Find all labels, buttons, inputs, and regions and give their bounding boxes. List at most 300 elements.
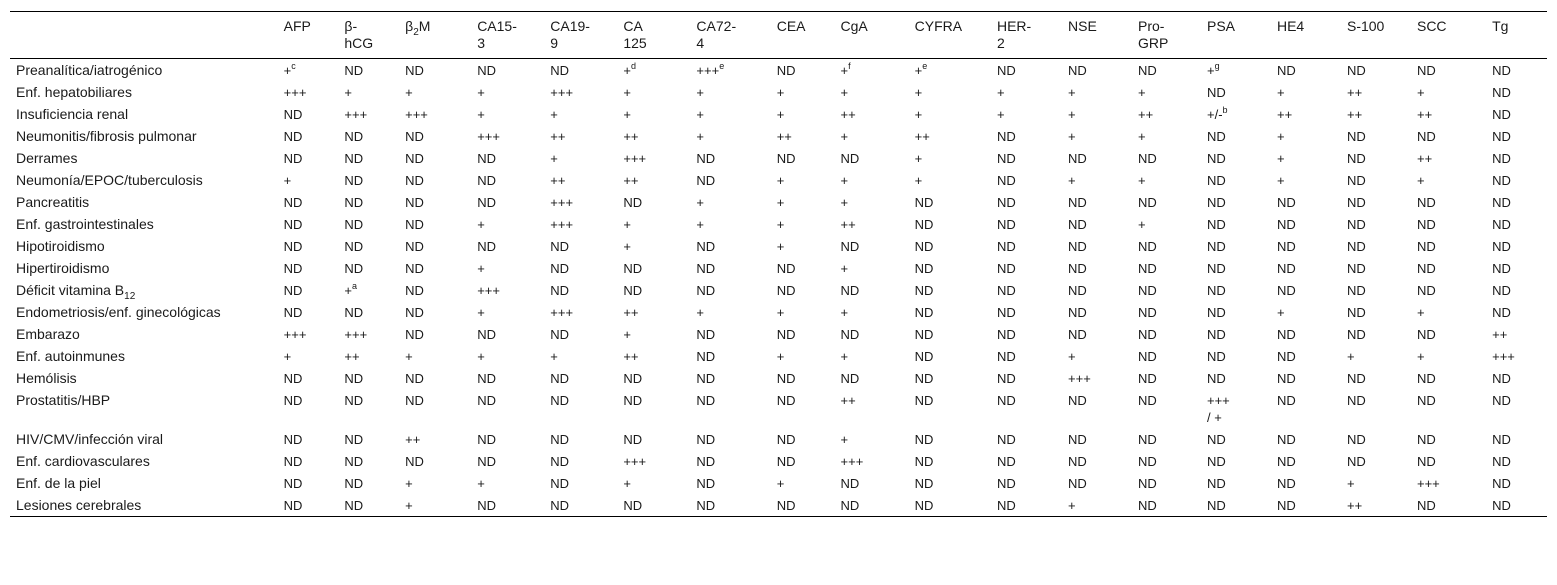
table-cell: ND [283,393,303,408]
table-cell: +++ [1492,349,1515,364]
row-label-text: Déficit vitamina B [16,282,125,298]
table-cell: ND [283,217,303,232]
table-cell: + [1068,85,1076,100]
row-label [10,472,278,494]
cell-value: + [1206,63,1215,78]
row-label-subscript: 12 [124,291,136,302]
row-label-text: Endometriosis/enf. ginecológicas [16,304,221,320]
table-cell: + [776,107,785,122]
table-cell: ND [1346,371,1366,386]
table-cell: ND [1206,283,1226,298]
table-cell: + [914,85,923,100]
table-cell: ND [1492,371,1511,386]
header-cell [1486,12,1547,59]
table-cell: ND [840,283,860,298]
table-cell: ND [996,498,1016,513]
table-cell: ND [696,283,716,298]
table-cell: ND [283,454,303,469]
table-cell: ND [1346,432,1366,447]
table-cell: ND [1416,327,1436,342]
table-cell: ND [405,173,424,188]
table-cell: + [1276,173,1285,188]
table-cell: ND [1206,129,1226,144]
table-cell: ND [550,283,570,298]
table-cell: ++ [623,129,639,144]
table-cell: ND [996,327,1016,342]
table-cell: ND [1138,327,1157,342]
table-cell: ND [914,261,934,276]
table-cell: ND [996,283,1016,298]
table-cell: +++ [283,327,307,342]
table-row [10,213,1547,235]
table-cell: + [1068,349,1076,364]
table-cell: + [550,107,558,122]
table-cell: ND [1492,432,1511,447]
table-cell: ND [1138,454,1157,469]
table-cell: ND [1276,498,1296,513]
header-text: S-100 [1346,18,1385,34]
table-cell: ND [477,239,496,254]
table-cell: ND [996,217,1016,232]
table-cell: ND [776,498,796,513]
table-cell: ND [550,239,570,254]
table-cell: ND [914,393,934,408]
header-cell-empty [10,12,278,59]
table-cell: ND [1138,151,1157,166]
table-cell: ND [1206,305,1226,320]
header-subscript: 2 [413,27,419,38]
table-cell: ND [914,454,934,469]
header-text: CA [623,18,643,34]
table-cell: ++ [776,129,792,144]
table-row [10,301,1547,323]
table-cell: ND [623,371,643,386]
table-cell: + [1346,349,1355,364]
table-cell: ND [405,393,424,408]
cell-value: + [283,63,292,78]
table-cell: ND [623,498,643,513]
table-cell: + [914,107,923,122]
table-cell: ++ [550,129,566,144]
table-cell: + [405,498,413,513]
table-cell: ND [283,195,303,210]
table-row [10,235,1547,257]
row-label-text: Enf. gastrointestinales [16,216,154,232]
table-cell: ND [1492,173,1511,188]
table-cell: ND [996,63,1016,78]
table-container [10,11,1547,517]
table-cell: ND [840,327,860,342]
table-cell: ND [1416,217,1436,232]
table-cell: + [776,85,785,100]
row-label [10,301,278,323]
row-label [10,169,278,191]
header-cell [278,12,339,59]
row-label [10,213,278,235]
table-cell: ND [1492,63,1511,78]
row-label-text: Prostatitis/HBP [16,392,111,408]
table-cell: ND [1276,63,1296,78]
row-label-text: Enf. cardiovasculares [16,453,150,469]
cell-footnote: a [351,281,357,291]
row-label-text: Pancreatitis [16,194,90,210]
table-cell: ND [550,371,570,386]
table-cell: ++ [840,217,856,232]
table-cell: + [1138,173,1146,188]
table-cell: +++ [550,217,574,232]
table-cell: ND [405,371,424,386]
table-cell: ND [1492,261,1511,276]
table-cell: ND [1276,393,1296,408]
table-cell: ND [696,498,716,513]
row-label-text: Enf. autoinmunes [16,348,125,364]
table-cell: ND [914,476,934,491]
row-label-text: Derrames [16,150,78,166]
table-cell: +++ [1068,371,1091,386]
table-cell: + [477,261,485,276]
table-cell: ND [996,195,1016,210]
table-cell: ++ [1276,107,1293,122]
table-cell: ++ [1346,107,1363,122]
table-cell: ND [996,454,1016,469]
row-label-text: Embarazo [16,326,80,342]
table-cell: ND [1416,498,1436,513]
cell-footnote: e [719,61,725,71]
table-cell: + [1138,217,1146,232]
table-cell: ND [1276,283,1296,298]
table-cell [617,59,690,82]
table-cell: ND [696,327,716,342]
table-cell: ND [1138,305,1157,320]
table-cell: ND [1138,476,1157,491]
table-cell: ND [344,129,364,144]
table-cell: + [996,107,1005,122]
table-cell: + [1416,173,1425,188]
table-cell: ND [1416,239,1436,254]
table-cell: ND [1492,305,1511,320]
table-cell: + [776,217,785,232]
table-cell: ND [1346,217,1366,232]
table-cell: +++ [550,195,574,210]
table-cell: ND [776,151,796,166]
table-cell: ND [405,327,424,342]
table-cell: ND [1346,305,1366,320]
table-cell: ND [477,454,496,469]
table-row [10,345,1547,367]
row-label-text: Hipotiroidismo [16,238,105,254]
table-cell: ND [696,173,716,188]
header-text: HE4 [1276,18,1305,34]
header-text: CYFRA [914,18,963,34]
table-cell: ND [1068,432,1087,447]
table-cell: + [623,217,631,232]
table-cell: ND [405,261,424,276]
header-cell [1201,12,1271,59]
row-label-text: Hipertiroidismo [16,260,110,276]
table-cell: ND [1276,239,1296,254]
table-cell: + [623,239,631,254]
table-cell: ND [344,173,364,188]
header-text: 2 [996,35,1005,51]
table-cell: ND [996,432,1016,447]
row-label [10,81,278,103]
table-cell: ND [1138,239,1157,254]
table-cell: ND [344,305,364,320]
table-row [10,103,1547,125]
table-cell: ND [477,371,496,386]
table-cell: ++ [1416,107,1433,122]
row-label [10,428,278,450]
header-text: 9 [550,35,559,51]
marker-table [10,11,1547,517]
table-cell: ND [1346,393,1366,408]
table-cell: ND [344,454,364,469]
header-text: Pro- [1138,18,1165,34]
table-cell [835,59,909,82]
table-cell: ND [1416,371,1436,386]
table-cell: ND [776,261,796,276]
table-cell: ND [776,327,796,342]
table-cell [278,59,339,82]
table-cell: + [1276,305,1285,320]
table-cell: ND [550,476,570,491]
header-text: 3 [477,35,485,51]
table-cell: ND [1492,498,1511,513]
table-cell: ND [1068,454,1087,469]
row-label-text: Neumonitis/fibrosis pulmonar [16,128,197,144]
table-cell: ND [996,393,1016,408]
header-cell [1132,12,1201,59]
table-cell: + [696,305,705,320]
table-cell: + [914,151,923,166]
header-text: 125 [623,35,647,51]
table-cell: ND [477,195,496,210]
table-cell: ND [283,151,303,166]
table-cell: ND [914,432,934,447]
table-cell: ND [1416,432,1436,447]
table-cell: ++ [344,349,360,364]
table-cell: ND [477,151,496,166]
table-cell: ND [623,432,643,447]
table-cell: + [283,173,292,188]
table-cell [909,59,991,82]
table-cell: ND [344,151,364,166]
header-text: PSA [1206,18,1235,34]
table-cell: + [776,305,785,320]
table-cell: ND [283,283,303,298]
table-cell: ND [550,261,570,276]
table-cell: ND [1492,283,1511,298]
table-cell: + [1346,476,1355,491]
table-cell: ND [283,371,303,386]
table-cell: ND [1068,239,1087,254]
header-text: HER- [996,18,1032,34]
header-text: SCC [1416,18,1447,34]
table-cell: ND [283,129,303,144]
table-cell: ND [1206,195,1226,210]
table-cell: ND [405,217,424,232]
table-cell: ND [1206,261,1226,276]
table-cell: ND [1276,432,1296,447]
header-text: M [418,18,431,34]
table-cell: ND [1068,261,1087,276]
table-cell: ND [283,432,303,447]
table-cell: ++ [914,129,930,144]
table-cell: ND [1206,476,1226,491]
table-cell: ND [1206,498,1226,513]
table-cell: + [776,173,785,188]
table-cell [1201,103,1271,125]
table-cell: ND [1206,371,1226,386]
table-cell: ND [1492,151,1511,166]
cell-value: + [840,63,849,78]
table-cell: ND [405,195,424,210]
row-label [10,389,278,428]
table-cell: + [623,476,631,491]
row-label [10,345,278,367]
header-text: GRP [1138,35,1169,51]
table-cell: ND [1492,107,1511,122]
table-cell: ND [1068,476,1087,491]
table-cell: ND [996,173,1016,188]
table-cell: + [696,129,705,144]
row-label-text: Lesiones cerebrales [16,497,142,513]
table-row [10,257,1547,279]
table-cell: + [405,349,413,364]
table-cell: +++ [344,107,368,122]
table-cell: + [840,173,849,188]
table-cell: ND [1276,349,1296,364]
table-cell: ND [1206,239,1226,254]
table-cell: + [914,173,923,188]
table-cell: ++ [1346,498,1363,513]
table-cell: ND [1276,217,1296,232]
table-cell: ND [1276,327,1296,342]
table-cell: ND [1416,129,1436,144]
table-cell: +++ [550,305,574,320]
table-cell: ND [623,283,643,298]
table-cell: + [996,85,1005,100]
header-cell [991,12,1062,59]
table-cell: ND [840,151,860,166]
header-cell [771,12,835,59]
table-row [10,450,1547,472]
header-text: CA72- [696,18,737,34]
table-cell: ND [550,432,570,447]
table-cell: ND [696,454,716,469]
header-cell [835,12,909,59]
row-label-text: Enf. de la piel [16,475,101,491]
table-cell: ND [914,349,934,364]
table-cell: ++ [1138,107,1154,122]
table-cell: ND [1068,393,1087,408]
header-text: β- [344,18,358,34]
row-label [10,59,278,82]
table-row [10,169,1547,191]
table-cell: ND [1346,454,1366,469]
table-cell: ND [1346,129,1366,144]
header-cell [617,12,690,59]
table-cell: +++ [344,327,368,342]
row-label [10,323,278,345]
table-cell: ND [550,327,570,342]
table-cell: + [840,195,849,210]
table-cell: ND [405,63,424,78]
table-cell: ND [283,498,303,513]
table-row [10,323,1547,345]
table-cell: ND [1492,454,1511,469]
header-text: CgA [840,18,868,34]
table-cell: ND [1206,173,1226,188]
table-cell: ND [696,239,716,254]
table-cell [1201,389,1271,428]
table-cell: ND [405,239,424,254]
table-cell: ND [477,498,496,513]
table-cell: + [840,85,849,100]
table-cell: ND [344,432,364,447]
table-cell: ND [1346,283,1366,298]
table-cell: ND [914,195,934,210]
table-cell: ND [1206,217,1226,232]
table-cell: ND [996,261,1016,276]
table-cell: ++ [550,173,566,188]
table-cell: +++ [840,454,864,469]
table-cell: ++ [623,305,639,320]
table-cell: ND [344,476,364,491]
table-cell: + [1416,305,1425,320]
table-cell: + [1276,151,1285,166]
table-cell: + [344,85,352,100]
row-label-text: Enf. hepatobiliares [16,84,132,100]
table-cell: ND [550,454,570,469]
table-cell: + [477,107,485,122]
cell-footnote: c [291,61,296,71]
table-cell: ND [914,305,934,320]
table-cell: ND [1346,173,1366,188]
table-row [10,147,1547,169]
table-cell [690,59,770,82]
table-cell: ND [344,217,364,232]
header-text: hCG [344,35,374,51]
header-row [10,12,1547,59]
table-cell: + [477,305,485,320]
table-cell: ND [1138,349,1157,364]
header-text: AFP [283,18,311,34]
cell-value: + [914,63,923,78]
table-cell: ND [405,283,424,298]
table-row [10,81,1547,103]
table-cell: +++ [623,151,647,166]
table-cell: + [1068,498,1076,513]
table-cell: ND [1416,393,1436,408]
row-label-text: HIV/CMV/infección viral [16,431,164,447]
table-cell: +++ [550,85,574,100]
table-cell: ND [1346,63,1366,78]
table-cell: ND [840,371,860,386]
table-row [10,125,1547,147]
table-cell: ND [996,305,1016,320]
row-label-text: Neumonía/EPOC/tuberculosis [16,172,203,188]
table-cell: ND [996,151,1016,166]
table-cell: + [623,85,631,100]
table-cell: + [1138,85,1146,100]
table-cell: ND [996,239,1016,254]
table-cell: ND [477,63,496,78]
table-cell: ND [1206,432,1226,447]
table-cell: ND [1416,195,1436,210]
table-cell: +++ [1416,476,1440,491]
table-cell: ND [1138,393,1157,408]
